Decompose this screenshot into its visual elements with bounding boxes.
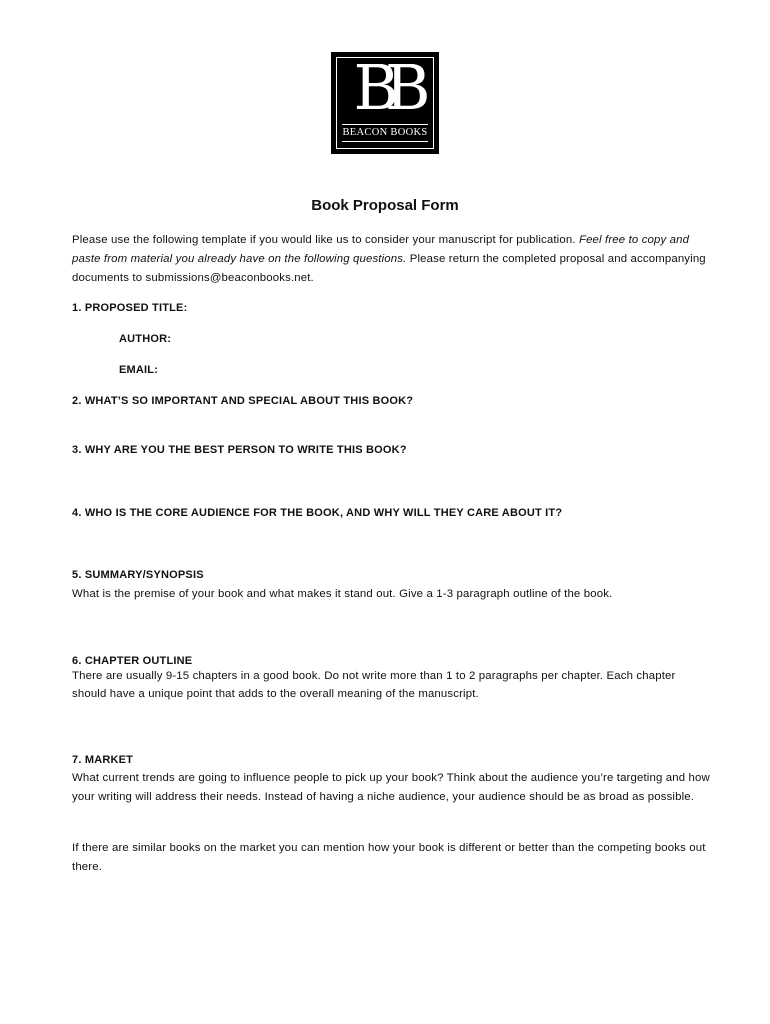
section-4-heading: 4. WHO IS THE CORE AUDIENCE FOR THE BOOK, AND WHY WILL THEY CARE ABOUT IT?: [72, 507, 563, 519]
section-1-heading: 1. PROPOSED TITLE:: [72, 302, 188, 314]
section-7-text: What current trends are going to influence people to pick up your book? Think about the audience you’re targeting and how your writing will address their needs. Instead of having a niche audience, your audience should be as broad as possible.: [72, 772, 710, 803]
logo-monogram: BB: [353, 51, 417, 124]
page-title: Book Proposal Form: [311, 197, 459, 214]
author-label: AUTHOR:: [119, 333, 172, 345]
logo-rule-top: [342, 124, 428, 125]
intro-text-1: Please use the following template if you would like us to consider your manuscript for publication.: [72, 234, 579, 246]
email-label: EMAIL:: [119, 364, 159, 376]
section-5-heading: 5. SUMMARY/SYNOPSIS: [72, 569, 204, 581]
section-6-heading: 6. CHAPTER OUTLINE: [72, 655, 193, 667]
beacon-books-logo: [331, 52, 439, 154]
section-2-heading: 2. WHAT’S SO IMPORTANT AND SPECIAL ABOUT THIS BOOK?: [72, 395, 414, 407]
logo-rule-bottom: [342, 141, 428, 142]
section-7-text-2: If there are similar books on the market you can mention how your book is different or better than the competing books out there.: [72, 842, 706, 873]
logo-name: BEACON BOOKS: [342, 127, 428, 138]
intro-paragraph: [72, 231, 712, 288]
section-6-text: There are usually 9-15 chapters in a good book. Do not write more than 1 to 2 paragraphs per chapter. Each chapter should have a unique point that adds to the overall meaning of the manuscript.: [72, 670, 676, 700]
section-3-heading: 3. WHY ARE YOU THE BEST PERSON TO WRITE THIS BOOK?: [72, 444, 407, 456]
section-5-text: What is the premise of your book and what makes it stand out. Give a 1-3 paragraph outline of the book.: [72, 588, 613, 600]
section-7-heading: 7. MARKET: [72, 754, 134, 766]
intro-text-2: Please return the completed proposal and accompanying documents to submissions@beaconbooks.net.: [72, 253, 706, 284]
intro-italic: Feel free to copy and paste from material you already have on the following questions.: [72, 234, 690, 265]
